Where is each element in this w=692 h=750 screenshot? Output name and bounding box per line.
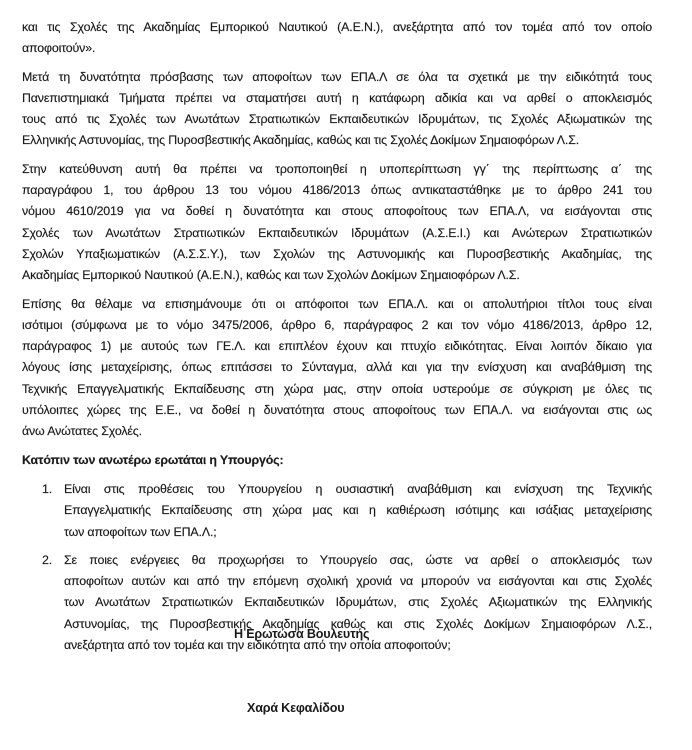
- text-line: παράγραφος 1) με αυτούς των ΓΕ.Λ. και επιπλέον έχουν και πτυχίο ειδικότητας. Είναι λοιπόν δίκαιο για: [22, 339, 652, 354]
- text-line: Πανεπιστημιακά Τμήματα πρέπει να σταματήσει αυτή η κατάφωρη αδικία και να αρθεί ο αποκλεισμός: [22, 90, 652, 105]
- question-number: 1.: [42, 481, 53, 496]
- text-line: Μετά τη δυνατότητα πρόσβασης των αποφοίτων των ΕΠΑ.Λ σε όλα τα σχετικά με την ειδικότητά τους: [22, 69, 652, 84]
- paragraph-equivalence: [22, 294, 652, 443]
- text-line: και τις Σχολές της Ακαδημίας Εμπορικού Ναυτικού (Α.Ε.Ν.), ανεξάρτητα από τον τομέα από τον οποίο: [22, 20, 652, 34]
- text-line: Ελληνικής Αστυνομίας, της Πυροσβεστικής Ακαδημίας, καθώς και τις Σχολές Δοκίμων Σημαιοφόρων Λ.Σ.: [22, 133, 580, 148]
- question-heading: Κατόπιν των ανωτέρω ερωτάται η Υπουργός:: [22, 452, 284, 467]
- text-line: παραγράφου 1, του άρθρου 13 του νόμου 4186/2013 όπως αντικαταστάθηκε με το άρθρο 241 του: [22, 183, 652, 198]
- text-line: άνω Ανώτατες Σχολές.: [22, 424, 142, 439]
- text-line: λόγους ίσης μεταχείρισης, όπως επιτάσσει το Σύνταγμα, αλλά και για την ενίσχυση και αναβάθμιση της: [22, 360, 652, 375]
- text-line: Σε ποιες ενέργειες θα προχωρήσει το Υπουργείο σας, ώστε να αρθεί ο αποκλεισμός των: [64, 552, 652, 567]
- text-line: υπόλοιπες χώρες της Ε.Ε., να δοθεί η δυνατότητα στους αποφοίτους των ΕΠΑ.Λ. να εισάγονται στις ως: [22, 403, 652, 418]
- text-line: Στην κατεύθυνση αυτή θα πρέπει να τροποποιηθεί η υποπερίπτωση γγ΄ της περίπτωσης α΄ της: [22, 161, 652, 176]
- text-line: Σχολές των Ανωτάτων Στρατιωτικών Εκπαιδευτικών Ιδρυμάτων (Α.Σ.Ε.Ι.) και Ανώτερων Στρατιωτικών: [22, 225, 652, 240]
- text-line: των Ανωτάτων Στρατιωτικών Εκπαιδευτικών Ιδρυμάτων, στις Σχολές Αξιωματικών της Ελληνικής: [64, 595, 652, 610]
- text-line: Επαγγελματικής Εκπαίδευσης στη χώρα μας και η καθιέρωση ισότιμης και ισάξιας μεταχείρισης: [64, 503, 652, 518]
- question-number: 2.: [42, 552, 53, 567]
- text-line: ανεξάρτητα από τον τομέα και την ειδικότητα από την οποία αποφοιτούν;: [64, 638, 451, 653]
- question-item: [22, 479, 652, 543]
- text-line: Είναι στις προθέσεις του Υπουργείου η ουσιαστική αναβάθμιση και ενίσχυση της Τεχνικής: [64, 481, 652, 496]
- paragraph-continuation: [22, 17, 652, 60]
- text-line: Αστυνομίας, της Πυροσβεστικής Ακαδημίας καθώς και στις Σχολές Δοκίμων Σημαιοφόρων Λ.Σ.,: [64, 616, 652, 631]
- text-line: αποφοίτων αυτών και από την επόμενη σχολική χρονιά να μπορούν να εισάγονται και στις Σχολές: [64, 574, 652, 589]
- text-line: των αποφοίτων των ΕΠΑ.Λ.;: [64, 524, 217, 539]
- text-line: ισότιμοι (σύμφωνα με το νόμο 3475/2006, άρθρο 6, παράγραφος 2 και τον νόμο 4186/2013, άρθρο 12,: [22, 317, 652, 332]
- signature-name-text: Χαρά Κεφαλίδου: [247, 701, 345, 715]
- signature-title-text: Η Ερωτώσα Βουλευτής: [234, 627, 370, 641]
- document-body: [22, 17, 652, 663]
- paragraph-access: [22, 67, 652, 152]
- paragraph-amendment: [22, 159, 652, 287]
- text-line: αποφοιτούν».: [22, 41, 96, 56]
- text-line: Επίσης θα θέλαμε να επισημάνουμε ότι οι απόφοιτοι των ΕΠΑ.Λ. και οι απολυτήριοι τίτλοι τους είναι: [22, 296, 652, 311]
- text-line: Σχολών Υπαξιωματικών (Α.Σ.Σ.Υ.), των Σχολών της Αστυνομικής και Πυροσβεστικής Ακαδημίας, της: [22, 246, 652, 261]
- text-line: Ακαδημίας Εμπορικού Ναυτικού (Α.Ε.Ν.), καθώς και των Σχολών Δοκίμων Σημαιοφόρων Λ.Σ.: [22, 268, 520, 283]
- text-line: νόμου 4610/2019 για να δοθεί η δυνατότητα και στους αποφοίτους των ΕΠΑ.Λ, να εισάγονται στις: [22, 204, 652, 219]
- text-line: Τεχνικής Επαγγελματικής Εκπαίδευσης στη χώρα μας, στην οποία υστερούμε σε σύγκριση με όλες τις: [22, 381, 652, 396]
- text-line: τους από τις Σχολές των Ανωτάτων Στρατιωτικών Εκπαιδευτικών Ιδρυμάτων, τις Σχολές Αξιωματικών της: [22, 112, 652, 127]
